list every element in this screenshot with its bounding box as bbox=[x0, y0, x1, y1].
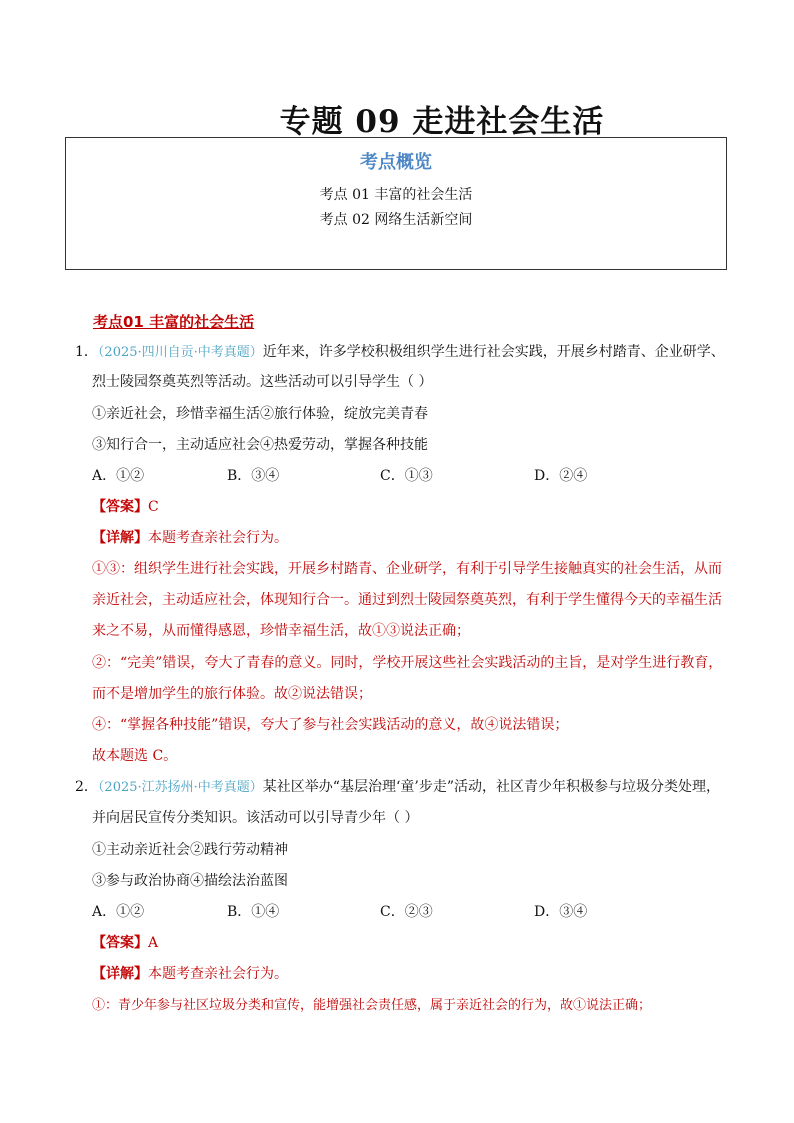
explanation-line: ①③：组织学生进行社会实践，开展乡村踏青、企业研学，有利于引导学生接触真实的社会生活，从而 bbox=[92, 561, 722, 577]
detail-line bbox=[92, 528, 288, 548]
overview-heading: 考点概览 bbox=[360, 152, 432, 173]
question-1-stem bbox=[75, 342, 725, 363]
section-title: 考点01 丰富的社会生活 bbox=[93, 313, 255, 331]
statement-line: ①主动亲近社会②践行劳动精神 bbox=[92, 842, 288, 858]
answer-line bbox=[92, 497, 159, 517]
stem-line: 并向居民宣传分类知识。该活动可以引导青少年（ ） bbox=[92, 810, 419, 826]
explanation-line: ①：青少年参与社区垃圾分类和宣传，能增强社会责任感，属于亲近社会的行为，故①说法正确； bbox=[92, 998, 652, 1013]
option-b: B．①④ bbox=[227, 904, 280, 920]
option-d: D．②④ bbox=[534, 468, 588, 484]
stem-line: 某社区举办“基层治理‘童’步走”活动，社区青少年积极参与垃圾分类处理， bbox=[262, 779, 720, 795]
overview-item-1: 考点 01 丰富的社会生活 bbox=[319, 187, 473, 203]
option-d: D．③④ bbox=[534, 904, 588, 920]
statement-line: ①亲近社会，珍惜幸福生活②旅行体验，绽放完美青春 bbox=[92, 406, 428, 422]
answer-label: 【答案】 bbox=[92, 499, 148, 515]
explanation-line: ④：“掌握各种技能”错误，夸大了参与社会实践活动的意义，故④说法错误； bbox=[92, 717, 569, 733]
option-a: A．①② bbox=[92, 904, 145, 920]
explanation-line: ②：“完美”错误，夸大了青春的意义。同时，学校开展这些社会实践活动的主旨，是对学生进行教育， bbox=[92, 655, 723, 671]
explanation-line: 亲近社会，主动适应社会，体现知行合一。通过到烈士陵园祭奠英烈，有利于学生懂得今天的幸福生活 bbox=[92, 592, 722, 608]
detail-label: 【详解】 bbox=[92, 530, 148, 546]
question-number: 1． bbox=[75, 344, 98, 360]
overview-box bbox=[65, 137, 727, 270]
detail-text: 本题考查亲社会行为。 bbox=[148, 530, 288, 546]
page-title: 专题 09 走进社会生活 bbox=[279, 104, 605, 140]
stem-line: 近年来，许多学校积极组织学生进行社会实践，开展乡村踏青、企业研学、 bbox=[262, 344, 725, 360]
question-source: （2025·四川自贡·中考真题） bbox=[97, 345, 263, 360]
detail-label: 【详解】 bbox=[92, 966, 148, 982]
detail-text: 本题考查亲社会行为。 bbox=[148, 966, 288, 982]
answer-value: C bbox=[148, 499, 159, 515]
statement-line: ③参与政治协商④描绘法治蓝图 bbox=[92, 873, 288, 889]
answer-label: 【答案】 bbox=[92, 935, 148, 951]
answer-value: A bbox=[148, 935, 159, 951]
statement-line: ③知行合一，主动适应社会④热爱劳动，掌握各种技能 bbox=[92, 437, 428, 453]
option-c: C．①③ bbox=[380, 468, 433, 484]
explanation-line: 故本题选 C。 bbox=[92, 748, 178, 764]
question-number: 2． bbox=[75, 779, 98, 795]
stem-line: 烈士陵园祭奠英烈等活动。这些活动可以引导学生（ ） bbox=[92, 374, 433, 390]
option-c: C．②③ bbox=[380, 904, 433, 920]
question-source: （2025·江苏扬州·中考真题） bbox=[97, 780, 263, 795]
option-a: A．①② bbox=[92, 468, 145, 484]
detail-line bbox=[92, 964, 288, 984]
answer-line bbox=[92, 933, 158, 953]
option-b: B．③④ bbox=[227, 468, 280, 484]
overview-item-2: 考点 02 网络生活新空间 bbox=[319, 212, 473, 228]
explanation-line: 来之不易，从而懂得感恩，珍惜幸福生活，故①③说法正确； bbox=[92, 623, 470, 639]
explanation-line: 而不是增加学生的旅行体验。故②说法错误； bbox=[92, 686, 372, 702]
question-2-stem bbox=[75, 777, 720, 798]
